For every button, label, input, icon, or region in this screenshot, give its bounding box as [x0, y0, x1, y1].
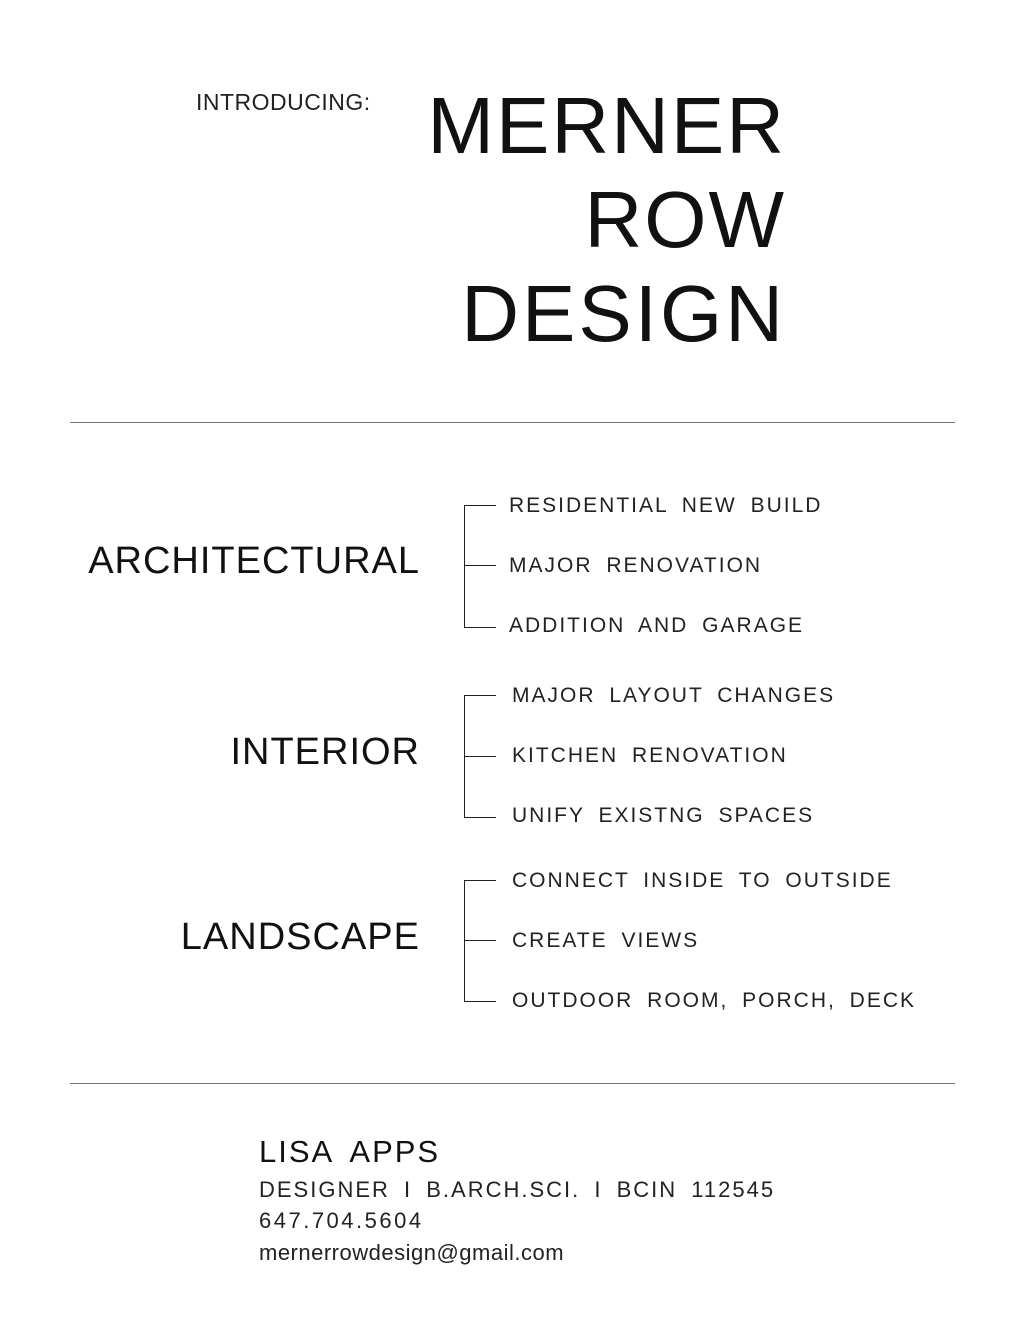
title-line-1: MERNER	[427, 81, 786, 170]
service-item: CONNECT INSIDE TO OUTSIDE	[512, 869, 893, 892]
service-item: ADDITION AND GARAGE	[509, 614, 805, 637]
contact-name: LISA APPS	[259, 1134, 441, 1169]
title-line-2: ROW	[584, 175, 786, 264]
service-item: KITCHEN RENOVATION	[512, 744, 788, 767]
bracket-tick	[464, 565, 496, 566]
contact-email: mernerrowdesign@gmail.com	[259, 1240, 565, 1265]
title-line-3: DESIGN	[461, 269, 786, 358]
service-item: RESIDENTIAL NEW BUILD	[509, 494, 823, 517]
bracket-tick	[464, 940, 496, 941]
service-item: CREATE VIEWS	[512, 929, 700, 952]
bracket-landscape	[464, 880, 496, 1002]
bottom-divider	[70, 1083, 955, 1084]
service-item: OUTDOOR ROOM, PORCH, DECK	[512, 989, 917, 1012]
category-landscape: LANDSCAPE	[180, 916, 420, 958]
category-interior: INTERIOR	[230, 731, 420, 773]
bracket-tick	[464, 756, 496, 757]
contact-phone: 647.704.5604	[259, 1208, 424, 1233]
service-item: MAJOR RENOVATION	[509, 554, 763, 577]
contact-credentials: DESIGNER I B.ARCH.SCI. I BCIN 112545	[259, 1177, 776, 1202]
top-divider	[70, 422, 955, 423]
intro-label: INTRODUCING:	[196, 89, 371, 115]
category-architectural: ARCHITECTURAL	[88, 540, 420, 582]
service-item: UNIFY EXISTNG SPACES	[512, 804, 815, 827]
service-item: MAJOR LAYOUT CHANGES	[512, 684, 836, 707]
bracket-architectural	[464, 505, 496, 628]
